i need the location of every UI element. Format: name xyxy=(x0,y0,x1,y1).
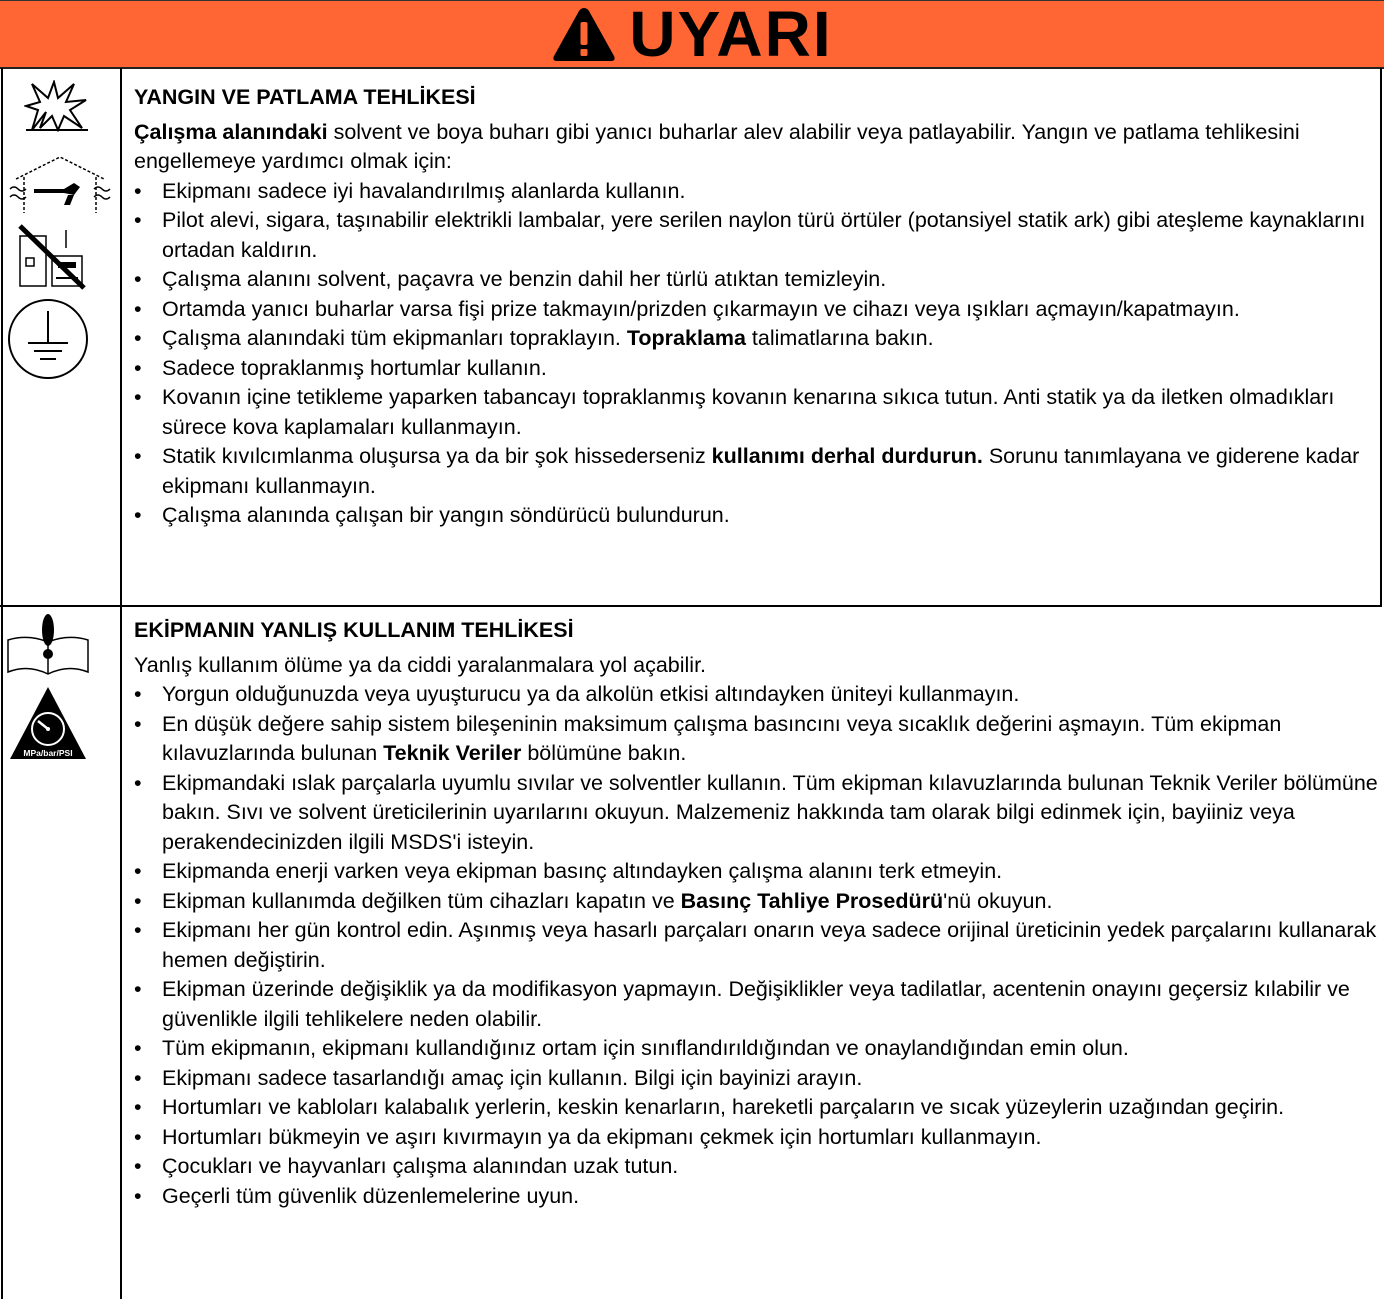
bullet-item: • Hortumları bükmeyin ve aşırı kıvırmayın ya da ekipmanı çekmek için hortumları kullanmayın. xyxy=(134,1124,1042,1149)
ground-icon xyxy=(6,297,90,381)
read-manual-icon xyxy=(4,612,92,678)
bullet-item: • Çalışma alanındaki tüm ekipmanları topraklayın. Topraklama talimatlarına bakın. xyxy=(134,326,934,350)
bullet-item: • Pilot alevi, sigara, taşınabilir elektrikli lambalar, yere serilen naylon türü örtüler (potansiyel statik ark) gibi ateşleme kaynaklarını ortadan kaldırın. xyxy=(134,208,1366,262)
bullet-item: • Statik kıvılcımlanma oluşursa ya da bir şok hissederseniz kullanımı derhal durdurun. Sorunu tanımlayana ve giderene kadar ekipmanı kullanmayın. xyxy=(134,444,1360,498)
bullet-item: • Çalışma alanını solvent, paçavra ve benzin dahil her türlü atıktan temizleyin. xyxy=(134,267,887,291)
equipment-misuse-section xyxy=(134,616,1379,1211)
bullet-item: • Ekipmandaki ıslak parçalarla uyumlu sıvılar ve solventler kullanın. Tüm ekipman kılavuzlarında bulunan Teknik Veriler bölümüne bakın. Sıvı ve solvent üreticilerinin uyarılarını okuyun. Malzemeniz hakkında tam olarak bilgi edinmek için, bayiiniz veya perakendecinizden ilgili MSDS'i isteyin. xyxy=(134,770,1378,854)
intro-bold: Çalışma alanındaki xyxy=(134,119,328,144)
section-title: YANGIN VE PATLAMA TEHLİKESİ xyxy=(134,85,476,109)
warning-header xyxy=(0,0,1384,69)
bullet-item: • Hortumları ve kabloları kalabalık yerlerin, keskin kenarların, hareketli parçaların ve sıcak yüzeylerin uzağından geçirin. xyxy=(134,1095,1285,1119)
bullet-item: • Çocukları ve hayvanları çalışma alanından uzak tutun. xyxy=(134,1154,679,1178)
row-divider xyxy=(0,605,1382,607)
right-border xyxy=(1380,68,1382,607)
bullet-item: • Çalışma alanında çalışan bir yangın söndürücü bulundurun. xyxy=(134,503,730,527)
bullet-item: • Ekipmanı her gün kontrol edin. Aşınmış veya hasarlı parçaları onarın veya sadece orijinal üreticinin yedek parçalarını kullanarak hemen değiştirin. xyxy=(134,918,1377,972)
bullet-item: • Ekipman üzerinde değişiklik ya da modifikasyon yapmayın. Değişiklikler veya tadilatlar, acentenin onayını geçersiz kılabilir ve güvenlikle ilgili tehlikelere neden olabilir. xyxy=(134,977,1350,1031)
column-divider xyxy=(120,68,122,1299)
bullet-item: • Ekipmanda enerji varken veya ekipman basınç altındayken çalışma alanını terk etmeyin. xyxy=(134,859,1003,883)
bullet-item: • Yorgun olduğunuzda veya uyuşturucu ya da alkolün etkisi altındayken üniteyi kullanmayın. xyxy=(134,682,1020,706)
bullet-item: • Ekipmanı sadece iyi havalandırılmış alanlarda kullanın. xyxy=(134,178,686,203)
section-title: EKİPMANIN YANLIŞ KULLANIM TEHLİKESİ xyxy=(134,618,574,642)
fire-explosion-section xyxy=(134,83,1379,531)
section-intro xyxy=(134,651,1379,681)
bullet-item: • En düşük değere sahip sistem bileşeninin maksimum çalışma basıncını veya sıcaklık değerini aşmayın. Tüm ekipman kılavuzlarında bulunan Teknik Veriler bölümüne bakın. xyxy=(134,711,1282,765)
no-ignition-icon xyxy=(16,222,88,290)
bullet-item: • Geçerli tüm güvenlik düzenlemelerine uyun. xyxy=(134,1183,580,1208)
warning-title: UYARI xyxy=(629,0,833,70)
bullet-item: • Ekipman kullanımda değilken tüm cihazları kapatın ve Basınç Tahliye Prosedürü'nü okuyun. xyxy=(134,888,1053,913)
bullet-item: • Ortamda yanıcı buharlar varsa fişi prize takmayın/prizden çıkarmayın ve cihazı veya ışıkları açmayın/kapatmayın. xyxy=(134,296,1240,321)
ventilation-icon xyxy=(8,155,112,215)
bullet-item: • Kovanın içine tetikleme yaparken tabancayı topraklanmış kovanın kenarına sıkıca tutun. Anti statik ya da iletken olmadıkları sürece kova kaplamaları kullanmayın. xyxy=(134,385,1335,439)
explosion-icon xyxy=(24,80,90,132)
gauge-unit-label: MPa/bar/PSI xyxy=(23,748,73,758)
intro-text: solvent ve boya buharı gibi yanıcı buharlar alev alabilir veya patlayabilir. Yangın ve patlama tehlikesini engellemeye yardımcı olmak için: xyxy=(134,119,1300,173)
bullet-item: • Ekipmanı sadece tasarlandığı amaç için kullanın. Bilgi için bayinizi arayın. xyxy=(134,1065,863,1090)
bullet-item: • Tüm ekipmanın, ekipmanı kullandığınız ortam için sınıflandırıldığından ve onaylandığından emin olun. xyxy=(134,1036,1129,1060)
section-intro xyxy=(134,118,1379,177)
bullet-item: • Sadece topraklanmış hortumlar kullanın. xyxy=(134,355,547,380)
warning-triangle-icon xyxy=(551,5,617,63)
pressure-gauge-icon xyxy=(8,685,88,765)
left-border xyxy=(1,68,3,1299)
intro-text: Yanlış kullanım ölüme ya da ciddi yaralanmalara yol açabilir. xyxy=(134,652,707,677)
